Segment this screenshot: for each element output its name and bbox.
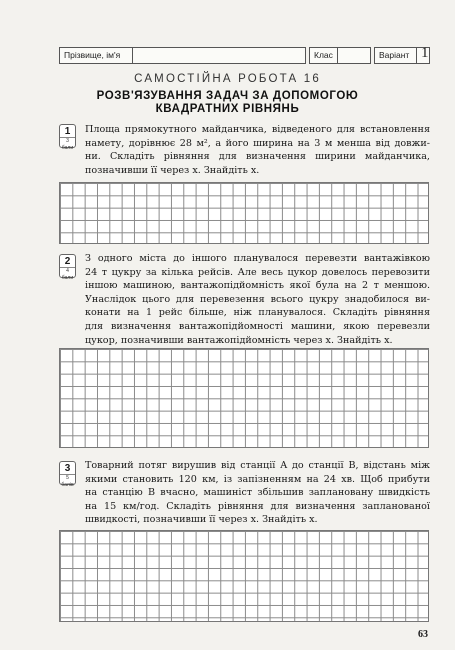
class-label: Клас (314, 50, 333, 60)
task-1-text (85, 123, 430, 177)
variant-label-divider (416, 48, 417, 63)
variant-field (374, 47, 430, 64)
class-field[interactable] (309, 47, 371, 64)
task-3-line: якими становить 120 км, із запізненням на 24 хв. Щоб прибути (85, 473, 430, 485)
task-1-line: ни. Складіть рівняння для визначення ширини майданчика, (85, 151, 430, 163)
task-3-line: на 15 км/год. Складіть рівняння для визначення запланованої (85, 500, 430, 512)
task-2-line: конати на 1 рейс більше, ніж планувалося. Складіть рівняння (85, 307, 430, 319)
task-3-line: швидкості, позначивши її через x. Знайдіть x. (85, 514, 318, 526)
topic-title-line-2: КВАДРАТНИХ РІВНЯНЬ (155, 103, 300, 115)
name-label-divider (132, 48, 133, 63)
task-3-text (85, 459, 430, 527)
task-2-line: для визначення вантажопідйомності машини, якою перевезли (85, 320, 430, 332)
task-1-badge (59, 124, 76, 151)
task-3-badge (59, 461, 76, 488)
class-label-divider (337, 48, 338, 63)
task-2-line: З одного міста до іншого планувалося перевезти вантажівкою (85, 253, 430, 264)
task-1-points: 3 бали (61, 138, 74, 151)
task-3-number: 3 (64, 463, 71, 474)
task-2-line: цукор, позначивши вантажопідйомність через x. Знайдіть x. (85, 334, 393, 346)
task-3-line: на станцію B вчасно, машиніст збільшив заплановану швидкість (85, 487, 430, 499)
task-3-answer-grid[interactable] (59, 530, 429, 622)
name-field[interactable] (59, 47, 306, 64)
work-title: САМОСТІЙНА РОБОТА 16 (134, 73, 321, 85)
name-label: Прізвище, ім'я (64, 50, 121, 60)
topic-title-line-1: РОЗВ'ЯЗУВАННЯ ЗАДАЧ ЗА ДОПОМОГОЮ (96, 90, 359, 102)
task-1-line: намету, дорівнює 28 м², а його ширина на 3 м менша від довжи- (85, 137, 430, 149)
task-2-number: 2 (64, 256, 71, 267)
topic-title (0, 90, 455, 116)
task-3-points: 5 балів (61, 475, 74, 488)
task-2-line: іншою машиною, вантажопідйомність якої була на 2 т меншою. (85, 280, 430, 292)
page-number: 63 (418, 629, 428, 640)
task-2-answer-grid[interactable] (59, 348, 429, 448)
task-2-points: 4 бали (61, 268, 74, 281)
task-2-badge (59, 254, 76, 281)
task-1-number: 1 (64, 126, 71, 137)
task-2-text (85, 252, 430, 347)
task-3-line: Товарний потяг вирушив від станції A до станції B, відстань між (85, 460, 430, 471)
task-2-line: Унаслідок цього для перевезення всього цукру знадобилося ви- (85, 293, 430, 305)
variant-number: 1 (421, 45, 429, 61)
task-1-line: позначивши її через x. Знайдіть x. (85, 164, 260, 176)
task-1-answer-grid[interactable] (59, 182, 429, 244)
variant-label: Варіант (379, 50, 410, 60)
task-1-line: Площа прямокутного майданчика, відведеного для встановлення (85, 124, 430, 135)
task-2-line: 24 т цукру за кілька рейсів. Але весь цукор довелось перевозити (85, 266, 430, 278)
